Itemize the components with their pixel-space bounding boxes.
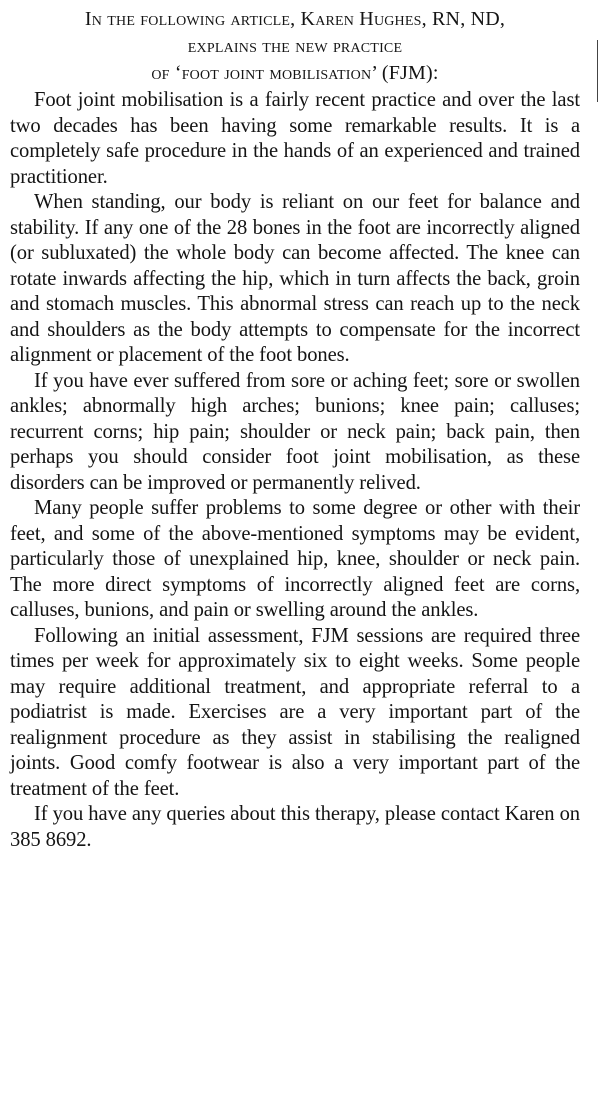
paragraph-contact: If you have any queries about this therapy, please contact Karen on 385 8692.	[10, 803, 580, 851]
intro-line-1: In the following article, Karen Hughes, RN, ND,	[84, 8, 506, 30]
column-rule	[597, 40, 598, 102]
paragraph-problems: Many people suffer problems to some degree or other with their feet, and some of the above-mentioned symptoms may be evident, particularly those of unexplained hip, knee, shoulder or neck pain. The more direct symptoms of incorrectly aligned feet are corns, calluses, bunions, and pain or swelling around the ankles.	[10, 497, 580, 621]
intro-line-2: explains the new practice	[187, 35, 403, 57]
intro-line-3: of ‘foot joint mobilisation’ (FJM):	[151, 62, 439, 84]
paragraph-balance: When standing, our body is reliant on our feet for balance and stability. If any one of the 28 bones in the foot are incorrectly aligned (or subluxated) the whole body can become affected. The knee can rotate inwards affecting the hip, which in turn affects the back, groin and stomach muscles. This abnormal stress can reach up to the neck and shoulders as the body attempts to compensate for the incorrect alignment or placement of the foot bones.	[10, 191, 580, 366]
paragraph-symptoms: If you have ever suffered from sore or aching feet; sore or swollen ankles; abnormally high arches; bunions; knee pain; calluses; recurrent corns; hip pain; shoulder or neck pain; back pain, then perhaps you should consider foot joint mobilisation, as these disorders can be improved or permanently relived.	[10, 369, 580, 494]
paragraph-sessions: Following an initial assessment, FJM sessions are required three times per week for approximately six to eight weeks. Some people may require additional treatment, and appropriate referral to a podiatrist is made. Exercises are a very important part of the realignment procedure as they assist in stabilising the realigned joints. Good comfy footwear is also a very important part of the treatment of the feet.	[10, 624, 580, 800]
paragraph-intro: Foot joint mobilisation is a fairly recent practice and over the last two decades has been having some remarkable results. It is a completely safe procedure in the hands of an experienced and trained practitioner.	[10, 89, 580, 188]
article-body	[10, 88, 580, 853]
article-intro-header	[10, 6, 580, 87]
